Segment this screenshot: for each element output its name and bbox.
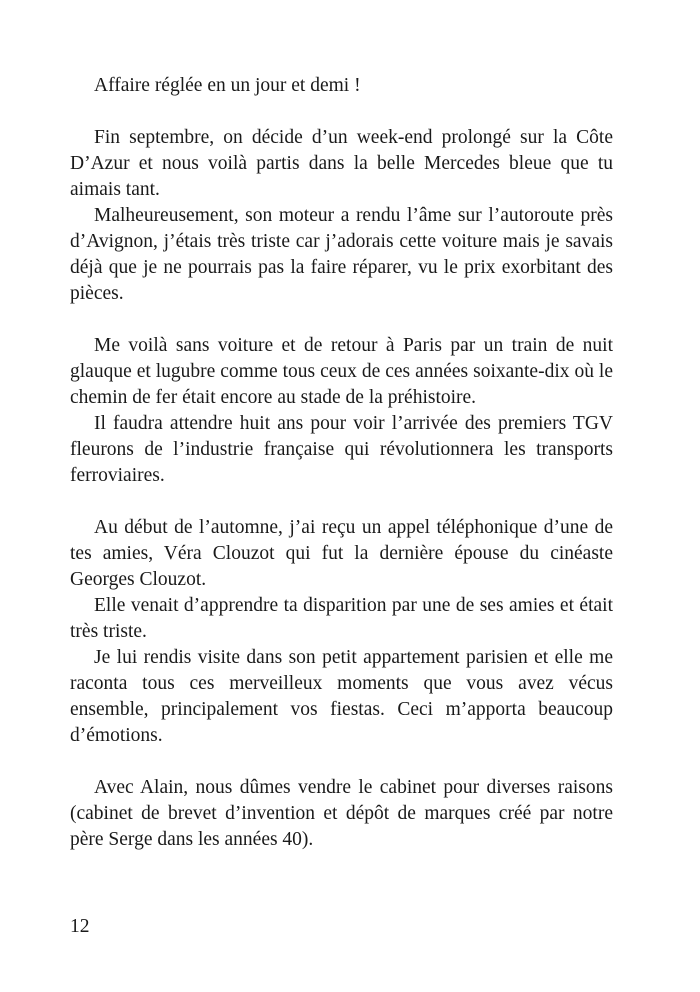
paragraph-3: Malheureusement, son moteur a rendu l’âme sur l’autoroute près d’Avignon, j’étais très triste car j’adorais cette voiture mais je savais déjà que je ne pourrais pas la faire réparer, vu le prix exorbitant des pièces. <box>70 205 613 304</box>
paragraph-6: Au début de l’automne, j’ai reçu un appel téléphonique d’une de tes amies, Véra Clouzot qui fut la dernière épouse du cinéaste Georges Clouzot. <box>70 517 613 590</box>
page-number: 12 <box>70 916 90 937</box>
paragraph-8: Je lui rendis visite dans son petit appartement parisien et elle me raconta tous ces merveilleux moments que vous avez vécus ensemble, principalement vos fiestas. Ceci m’apporta beaucoup d’émotions. <box>70 647 613 746</box>
paragraph-7: Elle venait d’apprendre ta disparition par une de ses amies et était très triste. <box>70 595 613 642</box>
paragraph-4: Me voilà sans voiture et de retour à Paris par un train de nuit glauque et lugubre comme tous ceux de ces années soixante-dix où le chemin de fer était encore au stade de la préhistoire. <box>70 335 613 408</box>
paragraph-2: Fin septembre, on décide d’un week-end prolongé sur la Côte D’Azur et nous voilà partis dans la belle Mercedes bleue que tu aimais tant. <box>70 127 613 200</box>
page-body <box>70 73 613 853</box>
paragraph-1: Affaire réglée en un jour et demi ! <box>94 75 361 96</box>
paragraph-9: Avec Alain, nous dûmes vendre le cabinet pour diverses raisons (cabinet de brevet d’invention et dépôt de marques créé par notre père Serge dans les années 40). <box>70 777 613 850</box>
paragraph-5: Il faudra attendre huit ans pour voir l’arrivée des premiers TGV fleurons de l’industrie française qui révolutionnera les transports ferroviaires. <box>70 413 613 486</box>
